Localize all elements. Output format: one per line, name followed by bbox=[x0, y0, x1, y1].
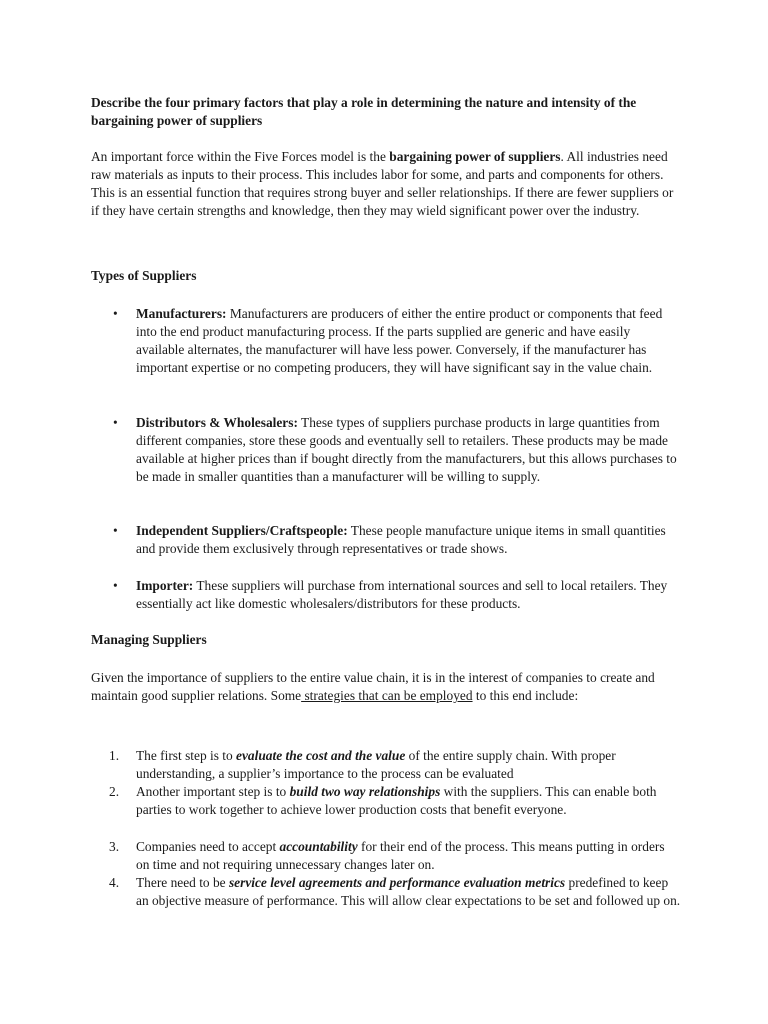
strategy-text-pre: Companies need to accept bbox=[136, 839, 280, 854]
supplier-type-item bbox=[91, 305, 681, 377]
bullet-icon: • bbox=[113, 578, 118, 593]
strategy-item bbox=[91, 874, 681, 910]
strategy-emphasis: service level agreements and performance evaluation metrics bbox=[228, 875, 566, 890]
supplier-type-text: Manufacturers are producers of either the entire product or components that feed into the end product manufacturing process. If the parts supplied are generic and have easily available alternates, the manufacturer will have less power. Conversely, if the manufacturer has important expertise or no competing producers, they will have significant say in the value chain. bbox=[136, 306, 663, 375]
strategy-text-post: predefined to keep an objective measure of performance. This will allow clear expectations to be set and followed up on. bbox=[136, 875, 681, 908]
managing-intro-post: to this end include: bbox=[472, 688, 579, 703]
managing-intro-paragraph bbox=[91, 669, 681, 705]
strategy-number: 4. bbox=[109, 875, 120, 890]
supplier-type-item bbox=[91, 522, 681, 558]
intro-text-post: . All industries need raw materials as inputs to their process. This includes labor for some, and parts and components for others. This is an essential function that requires strong buyer and seller relationships. If there are fewer suppliers or if they have certain strengths and knowledge, then they may wield significant power over the industry. bbox=[91, 149, 674, 218]
supplier-type-label: Manufacturers: bbox=[136, 306, 227, 321]
supplier-type-label: Distributors & Wholesalers: bbox=[136, 415, 298, 430]
supplier-type-text: These types of suppliers purchase products in large quantities from different companies, store these goods and eventually sell to retailers. These products may be made available at higher prices than if bought directly from the manufacturers, but this allows purchases to be made in smaller quantities than a manufacturer will be willing to supply. bbox=[136, 415, 677, 484]
supplier-type-label: Independent Suppliers/Craftspeople: bbox=[136, 523, 348, 538]
bullet-icon: • bbox=[113, 415, 118, 430]
bullet-icon: • bbox=[113, 306, 118, 321]
strategy-text-pre: Another important step is to bbox=[136, 784, 290, 799]
strategy-text-post: of the entire supply chain. With proper understanding, a supplier’s importance to the process can be evaluated bbox=[136, 748, 616, 781]
supplier-type-label: Importer: bbox=[136, 578, 194, 593]
strategy-emphasis: accountability bbox=[279, 839, 358, 854]
managing-heading: Managing Suppliers bbox=[91, 632, 207, 647]
strategy-item bbox=[91, 747, 681, 783]
intro-text-pre: An important force within the Five Forces model is the bbox=[91, 149, 390, 164]
supplier-type-text: These people manufacture unique items in small quantities and provide them exclusively through representatives or trade shows. bbox=[136, 523, 666, 556]
intro-paragraph bbox=[91, 148, 681, 220]
supplier-type-text: These suppliers will purchase from international sources and sell to local retailers. They essentially act like domestic wholesalers/distributors for these products. bbox=[136, 578, 668, 611]
strategy-item bbox=[91, 838, 681, 874]
strategy-text-post: with the suppliers. This can enable both parties to work together to achieve lower production costs that benefit everyone. bbox=[136, 784, 657, 817]
strategy-number: 2. bbox=[109, 784, 120, 799]
managing-intro-pre: Given the importance of suppliers to the entire value chain, it is in the interest of companies to create and maintain good supplier relations. Some bbox=[91, 670, 655, 703]
strategies-link[interactable]: strategies that can be employed bbox=[301, 688, 473, 703]
strategy-emphasis: build two way relationships bbox=[289, 784, 441, 799]
strategy-text-pre: The first step is to bbox=[136, 748, 237, 763]
types-heading: Types of Suppliers bbox=[91, 268, 197, 283]
document-title: Describe the four primary factors that play a role in determining the nature and intensity of the bargaining power of suppliers bbox=[91, 95, 637, 128]
strategy-number: 1. bbox=[109, 748, 120, 763]
intro-bold-term: bargaining power of suppliers bbox=[389, 149, 561, 164]
strategy-emphasis: evaluate the cost and the value bbox=[236, 748, 406, 763]
strategy-text-pre: There need to be bbox=[136, 875, 229, 890]
strategy-item bbox=[91, 783, 681, 819]
supplier-type-item bbox=[91, 414, 681, 486]
strategy-text-post: for their end of the process. This means putting in orders on time and not requiring unnecessary changes later on. bbox=[136, 839, 665, 872]
bullet-icon: • bbox=[113, 523, 118, 538]
supplier-type-item bbox=[91, 577, 681, 613]
strategy-number: 3. bbox=[109, 839, 120, 854]
